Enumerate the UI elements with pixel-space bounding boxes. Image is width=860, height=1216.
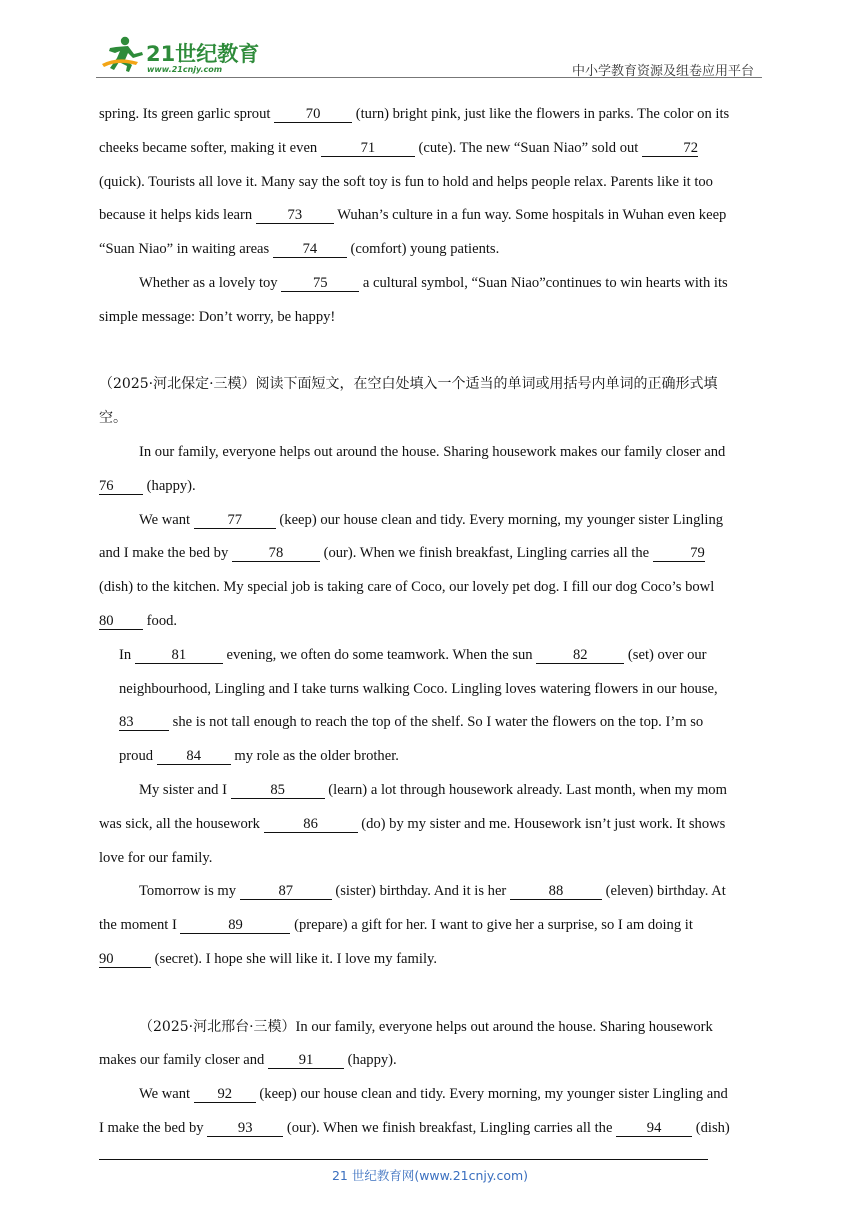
blank-71[interactable]: 71 (321, 140, 415, 157)
blank-90[interactable]: 90 (99, 951, 151, 968)
blank-78[interactable]: 78 (232, 545, 320, 562)
blank-83[interactable]: 83 (119, 714, 169, 731)
header-divider (96, 77, 762, 78)
blank-85[interactable]: 85 (231, 782, 325, 799)
blank-75[interactable]: 75 (281, 275, 359, 292)
passage1-line: simple message: Don’t worry, be happy! (99, 308, 336, 325)
blank-87[interactable]: 87 (240, 883, 332, 900)
21cnjy-logo (98, 34, 268, 76)
page-footer: 21 世纪教育网(www.21cnjy.com) (331, 1168, 529, 1183)
passage3-line: We want 92 (keep) our house clean and tidy. Every morning, my younger sister Lingling and (139, 1086, 728, 1103)
question-source: （2025·河北邢台·三模） (139, 1018, 296, 1035)
blank-72[interactable]: 72 (642, 140, 698, 157)
blank-82[interactable]: 82 (536, 647, 624, 664)
passage2-line: My sister and I 85 (learn) a lot through housework already. Last month, when my mom (139, 781, 727, 798)
footer-divider (99, 1159, 708, 1160)
passage2-line: 80 food. (99, 612, 178, 629)
passage2-line: 83 she is not tall enough to reach the top of the shelf. So I water the flowers on the top. I’m so (119, 714, 704, 731)
question-instruction: （2025·河北保定·三模）阅读下面短文，在空白处填入一个适当的单词或用括号内单词的正确形式填 (99, 376, 718, 393)
logo-url: www.21cnjy.com (147, 65, 223, 74)
page-header (98, 34, 762, 78)
blank-92[interactable]: 92 (194, 1086, 256, 1103)
passage2-line: We want 77 (keep) our house clean and tidy. Every morning, my younger sister Lingling (139, 511, 724, 528)
blank-74[interactable]: 74 (273, 241, 347, 258)
passage2-line: neighbourhood, Lingling and I take turns walking Coco. Lingling loves watering flowers in our house, (119, 680, 718, 697)
passage2-line: love for our family. (99, 849, 213, 866)
passage2-line: the moment I 89 (prepare) a gift for her. I want to give her a surprise, so I am doing it (99, 917, 693, 934)
blank-91[interactable]: 91 (268, 1052, 344, 1069)
passage1-line: (quick). Tourists all love it. Many say the soft toy is fun to hold and helps people relax. Parents like it too (99, 173, 713, 190)
passage2-line: proud 84 my role as the older brother. (119, 748, 399, 765)
passage1-line: because it helps kids learn 73 Wuhan’s culture in a fun way. Some hospitals in Wuhan even keep (99, 207, 727, 224)
platform-name: 中小学教育资源及组卷应用平台 (571, 64, 754, 79)
blank-81[interactable]: 81 (135, 647, 223, 664)
logo-title: 21世纪教育 (146, 42, 260, 66)
blank-94[interactable]: 94 (616, 1120, 692, 1137)
blank-70[interactable]: 70 (274, 106, 352, 123)
passage2-line: 90 (secret). I hope she will like it. I love my family. (99, 950, 437, 967)
passage3-line: makes our family closer and 91 (happy). (99, 1052, 397, 1069)
blank-79[interactable]: 79 (653, 545, 705, 562)
blank-89[interactable]: 89 (180, 917, 290, 934)
blank-84[interactable]: 84 (157, 748, 231, 765)
blank-73[interactable]: 73 (256, 207, 334, 224)
blank-76[interactable]: 76 (99, 478, 143, 495)
passage3-line: （2025·河北邢台·三模）In our family, everyone helps out around the house. Sharing housework (139, 1018, 713, 1035)
passage1-line: “Suan Niao” in waiting areas 74 (comfort) young patients. (99, 241, 500, 258)
passage2-line: In 81 evening, we often do some teamwork. When the sun 82 (set) over our (119, 646, 707, 663)
blank-80[interactable]: 80 (99, 613, 143, 630)
passage2-line: and I make the bed by 78 (our). When we finish breakfast, Lingling carries all the 79 (99, 545, 705, 562)
blank-88[interactable]: 88 (510, 883, 602, 900)
blank-86[interactable]: 86 (264, 816, 358, 833)
question-instruction: 空。 (99, 410, 127, 427)
passage1-line: cheeks became softer, making it even 71 (cute). The new “Suan Niao” sold out 72 (99, 139, 698, 156)
passage2-line: was sick, all the housework 86 (do) by my sister and me. Housework isn’t just work. It shows (99, 815, 726, 832)
passage2-line: 76 (happy). (99, 477, 196, 494)
passage2-line: In our family, everyone helps out around the house. Sharing housework makes our family closer and (139, 443, 726, 460)
passage1-line: spring. Its green garlic sprout 70 (turn) bright pink, just like the flowers in parks. The color on its (99, 106, 730, 122)
passage1-line: Whether as a lovely toy 75 a cultural symbol, “Suan Niao”continues to win hearts with its (139, 274, 728, 291)
passage2-line: Tomorrow is my 87 (sister) birthday. And it is her 88 (eleven) birthday. At (139, 883, 726, 900)
blank-93[interactable]: 93 (207, 1120, 283, 1137)
blank-77[interactable]: 77 (194, 512, 276, 529)
passage3-line: I make the bed by 93 (our). When we finish breakfast, Lingling carries all the 94 (dish) (99, 1119, 730, 1136)
document-body (99, 98, 763, 1146)
passage2-line: (dish) to the kitchen. My special job is taking care of Coco, our lovely pet dog. I fill our dog Coco’s bowl (99, 579, 715, 596)
